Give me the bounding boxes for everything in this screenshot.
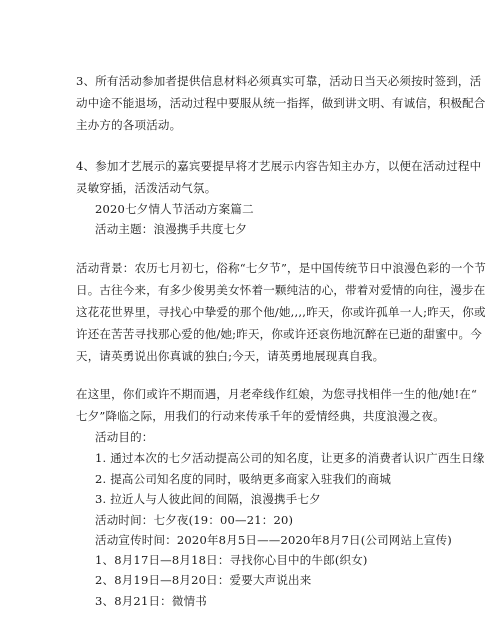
promotion-time: 活动宣传时间：2020年8月5日——2020年8月7日(公司网站上宣传) [95, 533, 452, 547]
intro-line-2: 七夕”降临之际，用我们的行动来传承千年的爱情经典，共度浪漫之夜。 [76, 409, 445, 423]
background-line-5: 天，请英勇说出你真诚的独白;今天，请英勇地展现真自我。 [76, 349, 385, 363]
schedule-item-2: 2、8月19日—8月20日：爱要大声说出来 [95, 573, 312, 587]
purpose-item-2: 2. 提高公司知名度的同时，吸纳更多商家入驻我们的商城 [95, 472, 392, 486]
paragraph-4-line-1: 4、参加才艺展示的嘉宾要提早将才艺展示内容告知主办方，以便在活动过程中 [76, 159, 482, 173]
section-title: 2020七夕情人节活动方案篇二 [95, 202, 254, 216]
purpose-item-3: 3. 拉近人与人彼此间的间隔，浪漫携手七夕 [95, 492, 321, 506]
activity-time: 活动时间：七夕夜(19：00—21：20) [95, 513, 294, 527]
paragraph-3-line-2: 动中途不能退场，活动过程中要服从统一指挥，做到讲文明、有诚信，积极配合 [76, 96, 486, 110]
background-line-2: 日。古往今来，有多少俊男美女怀着一颗纯洁的心，带着对爱情的向往，漫步在 [76, 283, 486, 297]
paragraph-3-line-1: 3、所有活动参加者提供信息材料必须真实可靠，活动日当天必须按时签到，活 [76, 74, 482, 88]
paragraph-4-line-2: 灵敏穿插，活泼活动气氛。 [76, 181, 217, 195]
background-line-4: 许还在苦苦寻找那心爱的他/她;昨天，你或许还哀伤地沉醉在已逝的甜蜜中。今 [76, 327, 482, 341]
intro-line-1: 在这里，你们或许不期而遇，月老牵线作红娘，为您寻找相伴一生的他/她!在“ [76, 387, 478, 401]
paragraph-3-line-3: 主办方的各项活动。 [76, 118, 182, 132]
purpose-item-1: 1. 通过本次的七夕活动提高公司的知名度，让更多的消费者认识广西生日缘 [95, 451, 485, 465]
background-line-1: 活动背景：农历七月初七，俗称“七夕节”，是中国传统节日中浪漫色彩的一个节 [76, 261, 486, 275]
purpose-heading: 活动目的： [95, 430, 154, 444]
schedule-item-3: 3、8月21日：微情书 [95, 594, 207, 608]
schedule-item-1: 1、8月17日—8月18日：寻找你心目中的牛郎(织女) [95, 553, 368, 567]
activity-theme: 活动主题：浪漫携手共度七夕 [95, 222, 248, 236]
background-line-3: 这花花世界里，寻找心中挚爱的那个他/她,,,,昨天，你或许孤单一人;昨天，你或 [76, 305, 486, 319]
